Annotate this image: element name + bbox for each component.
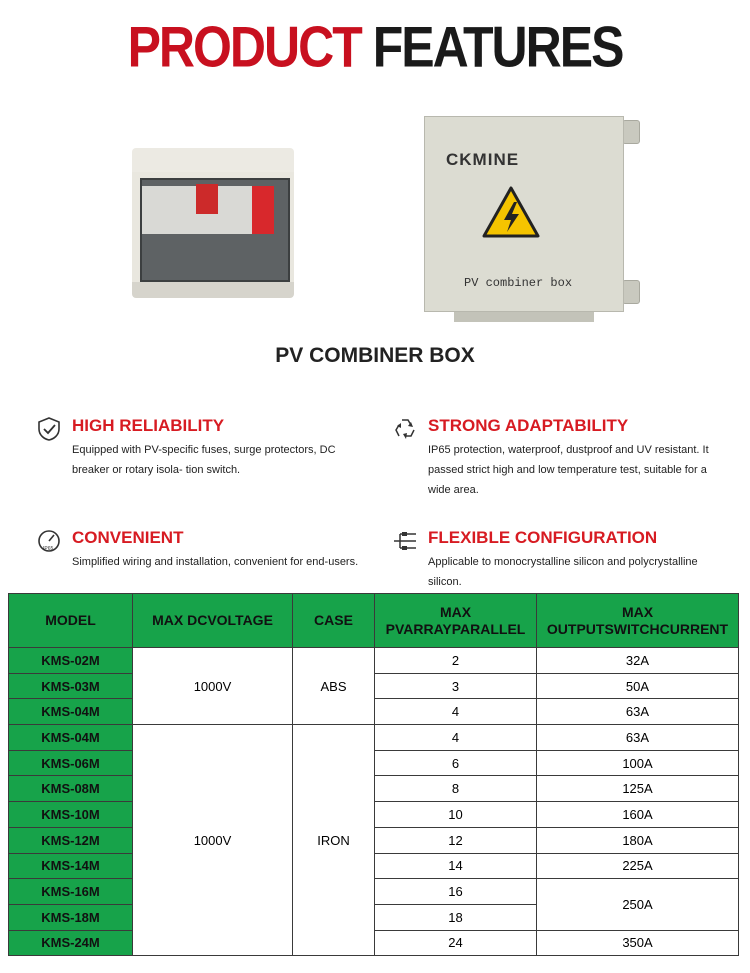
shield-check-icon — [36, 416, 62, 442]
current-cell: 125A — [537, 776, 739, 802]
header-parallel: MAX PVARRAYPARALLEL — [375, 594, 537, 648]
header-current: MAX OUTPUTSWITCHCURRENT — [537, 594, 739, 648]
model-cell: KMS-08M — [9, 776, 133, 802]
voltage-cell: 1000V — [133, 725, 293, 956]
model-cell: KMS-04M — [9, 725, 133, 751]
parallel-cell: 18 — [375, 904, 537, 930]
parallel-cell: 8 — [375, 776, 537, 802]
model-cell: KMS-14M — [9, 853, 133, 879]
model-cell: KMS-02M — [9, 648, 133, 674]
feature-text: IP65 protection, waterproof, dustproof and UV resistant. It passed strict high and low temperature test, suitable for a wide area. — [428, 444, 709, 496]
feature-title: HIGH RELIABILITY — [72, 416, 225, 435]
parallel-cell: 14 — [375, 853, 537, 879]
parallel-cell: 4 — [375, 699, 537, 725]
device-label: PV combiner box — [464, 276, 573, 290]
parallel-cell: 4 — [375, 725, 537, 751]
parallel-cell: 24 — [375, 930, 537, 956]
model-cell: KMS-24M — [9, 930, 133, 956]
case-cell: ABS — [293, 648, 375, 725]
model-cell: KMS-06M — [9, 750, 133, 776]
parallel-cell: 12 — [375, 827, 537, 853]
feature-text: Simplified wiring and installation, convenient for end-users. — [72, 556, 359, 568]
section-title: PV COMBINER BOX — [275, 344, 475, 367]
model-cell: KMS-16M — [9, 879, 133, 905]
parallel-cell: 2 — [375, 648, 537, 674]
iron-combiner-box-image — [416, 116, 640, 324]
current-cell: 32A — [537, 648, 739, 674]
current-cell: 225A — [537, 853, 739, 879]
ip65-gauge-icon — [36, 528, 62, 554]
parallel-cell: 6 — [375, 750, 537, 776]
current-cell: 50A — [537, 673, 739, 699]
model-cell: KMS-10M — [9, 802, 133, 828]
table-row — [9, 648, 739, 674]
feature-text: Applicable to monocrystalline silicon and polycrystalline silicon. — [428, 556, 698, 588]
current-cell: 350A — [537, 930, 739, 956]
current-cell: 160A — [537, 802, 739, 828]
warning-triangle-icon — [482, 186, 540, 238]
model-cell: KMS-12M — [9, 827, 133, 853]
case-cell: IRON — [293, 725, 375, 956]
header-model: MODEL — [9, 594, 133, 648]
voltage-cell: 1000V — [133, 648, 293, 725]
feature-title: CONVENIENT — [72, 528, 184, 547]
spec-table — [8, 593, 739, 956]
parallel-cell: 10 — [375, 802, 537, 828]
current-cell: 180A — [537, 827, 739, 853]
brand-logo: CKMINE — [446, 150, 520, 169]
table-header-row — [9, 594, 739, 648]
feature-text: Equipped with PV-specific fuses, surge protectors, DC breaker or rotary isola- tion switch. — [72, 444, 336, 476]
svg-text:IP65: IP65 — [43, 546, 54, 552]
parallel-cell: 16 — [375, 879, 537, 905]
abs-combiner-box-image — [132, 148, 294, 298]
current-cell: 250A — [537, 879, 739, 930]
title-features: FEATURES — [372, 14, 623, 80]
feature-title: FLEXIBLE CONFIGURATION — [428, 528, 658, 547]
model-cell: KMS-18M — [9, 904, 133, 930]
title-product: PRODUCT — [127, 14, 361, 80]
flow-branch-icon — [392, 528, 418, 554]
table-row — [9, 725, 739, 751]
current-cell: 63A — [537, 725, 739, 751]
header-voltage: MAX DCVOLTAGE — [133, 594, 293, 648]
current-cell: 100A — [537, 750, 739, 776]
parallel-cell: 3 — [375, 673, 537, 699]
page-title — [0, 14, 750, 81]
feature-title: STRONG ADAPTABILITY — [428, 416, 629, 435]
model-cell: KMS-03M — [9, 673, 133, 699]
recycle-icon — [392, 416, 418, 442]
header-case: CASE — [293, 594, 375, 648]
current-cell: 63A — [537, 699, 739, 725]
model-cell: KMS-04M — [9, 699, 133, 725]
